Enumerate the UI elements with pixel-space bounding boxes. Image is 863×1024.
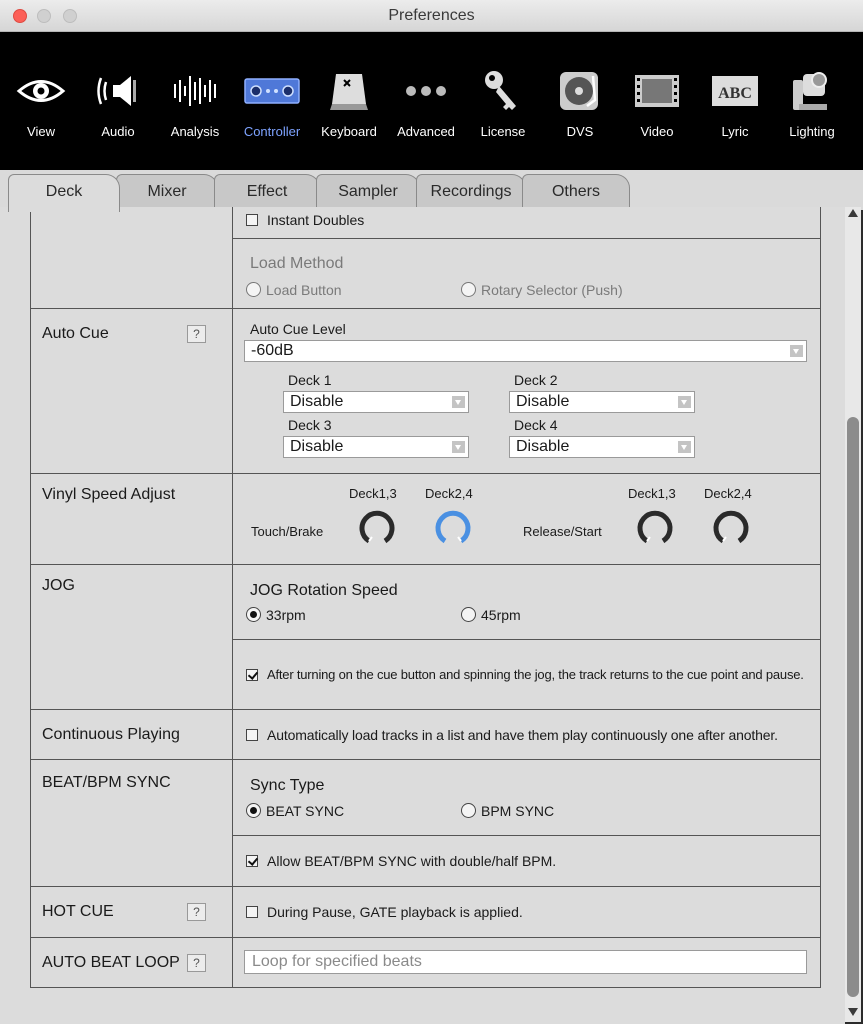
chevron-down-icon bbox=[678, 396, 691, 408]
sync-type-title: Sync Type bbox=[250, 777, 325, 794]
toolbar-label: Advanced bbox=[397, 124, 455, 139]
bpm-sync-radio[interactable] bbox=[461, 803, 476, 818]
beat-sync-option-label: BEAT SYNC bbox=[266, 803, 345, 819]
tab-effect[interactable]: Effect bbox=[214, 174, 320, 210]
release-start-deck24-knob[interactable] bbox=[711, 508, 751, 548]
jog-return-text: After turning on the cue button and spinning the jog, the track returns to the cue point and pause. bbox=[267, 667, 804, 682]
deck1-label: Deck 1 bbox=[288, 372, 332, 388]
window-title: Preferences bbox=[388, 7, 475, 24]
toolbar-label: Audio bbox=[101, 124, 135, 139]
touch-brake-deck24-label: Deck2,4 bbox=[425, 486, 473, 501]
jog-return-checkbox[interactable] bbox=[246, 669, 258, 681]
tab-others[interactable]: Others bbox=[522, 174, 630, 210]
release-start-deck13-label: Deck1,3 bbox=[628, 486, 676, 501]
rotary-selector-label: Rotary Selector (Push) bbox=[481, 282, 623, 298]
jog-rotation-title: JOG Rotation Speed bbox=[250, 582, 398, 599]
hot-cue-settings bbox=[233, 887, 820, 938]
toolbar-audio[interactable] bbox=[79, 66, 157, 146]
auto-beat-loop-settings bbox=[233, 938, 820, 988]
deck1-auto-cue-select[interactable] bbox=[283, 391, 469, 413]
touch-brake-deck13-label: Deck1,3 bbox=[349, 486, 397, 501]
scroll-up-arrow-icon[interactable] bbox=[848, 209, 858, 217]
auto-cue-label: Auto Cue bbox=[42, 325, 109, 342]
continuous-playing-row bbox=[31, 710, 820, 760]
beat-sync-row bbox=[31, 760, 820, 887]
hot-cue-label-cell bbox=[31, 887, 233, 937]
jog-33rpm-label: 33rpm bbox=[266, 607, 306, 623]
jog-row bbox=[31, 565, 820, 710]
dots-icon bbox=[401, 66, 451, 116]
auto-beat-loop-label: AUTO BEAT LOOP bbox=[42, 954, 180, 971]
auto-cue-level-value: -60dB bbox=[251, 342, 294, 359]
hot-cue-help-button[interactable]: ? bbox=[187, 903, 206, 921]
toolbar-license[interactable] bbox=[464, 66, 542, 146]
jog-label-cell bbox=[31, 565, 233, 709]
instant-doubles-checkbox[interactable] bbox=[246, 214, 258, 226]
toolbar-analysis[interactable] bbox=[156, 66, 234, 146]
svg-text:ABC: ABC bbox=[718, 85, 752, 102]
jog-45rpm-radio[interactable] bbox=[461, 607, 476, 622]
auto-cue-level-select[interactable] bbox=[244, 340, 807, 362]
load-method-section bbox=[233, 239, 820, 309]
toolbar-keyboard[interactable] bbox=[310, 66, 388, 146]
deck2-value: Disable bbox=[516, 393, 570, 410]
key-icon bbox=[478, 66, 528, 116]
toolbar-label: Lyric bbox=[721, 124, 749, 139]
chevron-down-icon bbox=[452, 441, 465, 453]
deck3-value: Disable bbox=[290, 438, 344, 455]
touch-brake-deck24-knob[interactable] bbox=[433, 508, 473, 548]
auto-cue-row bbox=[31, 309, 820, 474]
deck1-value: Disable bbox=[290, 393, 344, 410]
vinyl-speed-label: Vinyl Speed Adjust bbox=[42, 486, 176, 503]
jog-label: JOG bbox=[42, 577, 75, 594]
vinyl-speed-row bbox=[31, 474, 820, 565]
tab-recordings[interactable]: Recordings bbox=[416, 174, 526, 210]
vinyl-speed-settings bbox=[233, 474, 820, 565]
auto-beat-loop-input[interactable]: Loop for specified beats bbox=[244, 950, 807, 974]
tab-deck[interactable]: Deck bbox=[8, 174, 120, 212]
chevron-down-icon bbox=[790, 345, 803, 357]
toolbar-label: Lighting bbox=[789, 124, 835, 139]
toolbar-label: DVS bbox=[566, 124, 594, 139]
load-settings-row bbox=[31, 207, 820, 309]
jog-return-section bbox=[233, 640, 820, 710]
spotlight-icon bbox=[787, 66, 837, 116]
settings-tab-bar bbox=[0, 170, 863, 210]
title-bar bbox=[0, 0, 863, 32]
waveform-icon bbox=[170, 66, 220, 116]
load-button-label: Load Button bbox=[266, 282, 342, 298]
turntable-icon bbox=[555, 66, 605, 116]
beat-sync-label: BEAT/BPM SYNC bbox=[42, 774, 171, 791]
auto-cue-settings bbox=[233, 309, 820, 474]
toolbar-label: Analysis bbox=[170, 124, 220, 139]
continuous-playing-label: Continuous Playing bbox=[42, 726, 180, 743]
toolbar-advanced[interactable] bbox=[387, 66, 465, 146]
auto-beat-loop-help-button[interactable]: ? bbox=[187, 954, 206, 972]
category-toolbar bbox=[0, 32, 863, 170]
auto-beat-loop-row bbox=[31, 938, 820, 988]
tab-sampler[interactable]: Sampler bbox=[316, 174, 420, 210]
hot-cue-gate-text: During Pause, GATE playback is applied. bbox=[267, 904, 523, 920]
toolbar-label: License bbox=[480, 124, 526, 139]
continuous-playing-settings bbox=[233, 710, 820, 760]
deck4-value: Disable bbox=[516, 438, 570, 455]
toolbar-video[interactable] bbox=[618, 66, 696, 146]
settings-grid bbox=[30, 207, 821, 988]
auto-beat-loop-label-cell bbox=[31, 938, 233, 987]
toolbar-label: View bbox=[27, 124, 55, 139]
toolbar-label: Controller bbox=[243, 124, 301, 139]
toolbar-dvs[interactable] bbox=[541, 66, 619, 146]
load-method-title: Load Method bbox=[250, 255, 344, 272]
vertical-scrollbar[interactable] bbox=[845, 207, 861, 1022]
hot-cue-row bbox=[31, 887, 820, 938]
film-icon bbox=[632, 66, 682, 116]
toolbar-label: Keyboard bbox=[321, 124, 377, 139]
hot-cue-gate-checkbox[interactable] bbox=[246, 906, 258, 918]
auto-cue-help-button[interactable]: ? bbox=[187, 325, 206, 343]
deck3-auto-cue-select[interactable] bbox=[283, 436, 469, 458]
touch-brake-deck13-knob[interactable] bbox=[357, 508, 397, 548]
instant-doubles-section bbox=[233, 207, 820, 239]
toolbar-lighting[interactable] bbox=[773, 66, 851, 146]
continuous-playing-label-cell bbox=[31, 710, 233, 759]
allow-double-half-text: Allow BEAT/BPM SYNC with double/half BPM. bbox=[267, 853, 557, 869]
eye-icon bbox=[16, 66, 66, 116]
jog-rotation-section bbox=[233, 565, 820, 640]
allow-double-half-checkbox[interactable] bbox=[246, 855, 258, 867]
beat-sync-label-cell bbox=[31, 760, 233, 886]
release-start-deck24-label: Deck2,4 bbox=[704, 486, 752, 501]
deck4-auto-cue-select[interactable] bbox=[509, 436, 695, 458]
hot-cue-label: HOT CUE bbox=[42, 903, 114, 920]
auto-cue-label-cell bbox=[31, 309, 233, 473]
sync-type-section bbox=[233, 760, 820, 836]
jog-45rpm-label: 45rpm bbox=[481, 607, 521, 623]
continuous-playing-text: Automatically load tracks in a list and have them play continuously one after another. bbox=[267, 727, 778, 743]
chevron-down-icon bbox=[678, 441, 691, 453]
keyboard-key-icon bbox=[324, 66, 374, 116]
deck3-label: Deck 3 bbox=[288, 417, 332, 433]
deck4-label: Deck 4 bbox=[514, 417, 558, 433]
abc-icon bbox=[710, 66, 760, 116]
bpm-sync-option-label: BPM SYNC bbox=[481, 803, 555, 819]
instant-doubles-label: Instant Doubles bbox=[267, 212, 365, 228]
scroll-down-arrow-icon[interactable] bbox=[848, 1008, 858, 1016]
touch-brake-label: Touch/Brake bbox=[251, 524, 324, 539]
deck2-auto-cue-select[interactable] bbox=[509, 391, 695, 413]
row-label-empty bbox=[31, 207, 233, 308]
toolbar-lyric[interactable] bbox=[696, 66, 774, 146]
toolbar-label: Video bbox=[640, 124, 674, 139]
release-start-deck13-knob[interactable] bbox=[635, 508, 675, 548]
toolbar-view[interactable] bbox=[2, 66, 80, 146]
vinyl-speed-label-cell bbox=[31, 474, 233, 564]
scroll-thumb[interactable] bbox=[847, 417, 859, 997]
speaker-icon bbox=[93, 66, 143, 116]
deck-settings-panel bbox=[0, 207, 845, 1024]
beat-sync-radio[interactable] bbox=[246, 803, 261, 818]
toolbar-controller[interactable] bbox=[233, 66, 311, 146]
jog-33rpm-radio[interactable] bbox=[246, 607, 261, 622]
auto-cue-level-label: Auto Cue Level bbox=[250, 321, 346, 337]
deck2-label: Deck 2 bbox=[514, 372, 558, 388]
allow-double-half-section bbox=[233, 836, 820, 887]
continuous-playing-checkbox[interactable] bbox=[246, 729, 258, 741]
rotary-selector-radio[interactable] bbox=[461, 282, 476, 297]
load-button-radio[interactable] bbox=[246, 282, 261, 297]
chevron-down-icon bbox=[452, 396, 465, 408]
controller-icon bbox=[242, 66, 302, 116]
release-start-label: Release/Start bbox=[523, 524, 602, 539]
tab-mixer[interactable]: Mixer bbox=[116, 174, 218, 210]
